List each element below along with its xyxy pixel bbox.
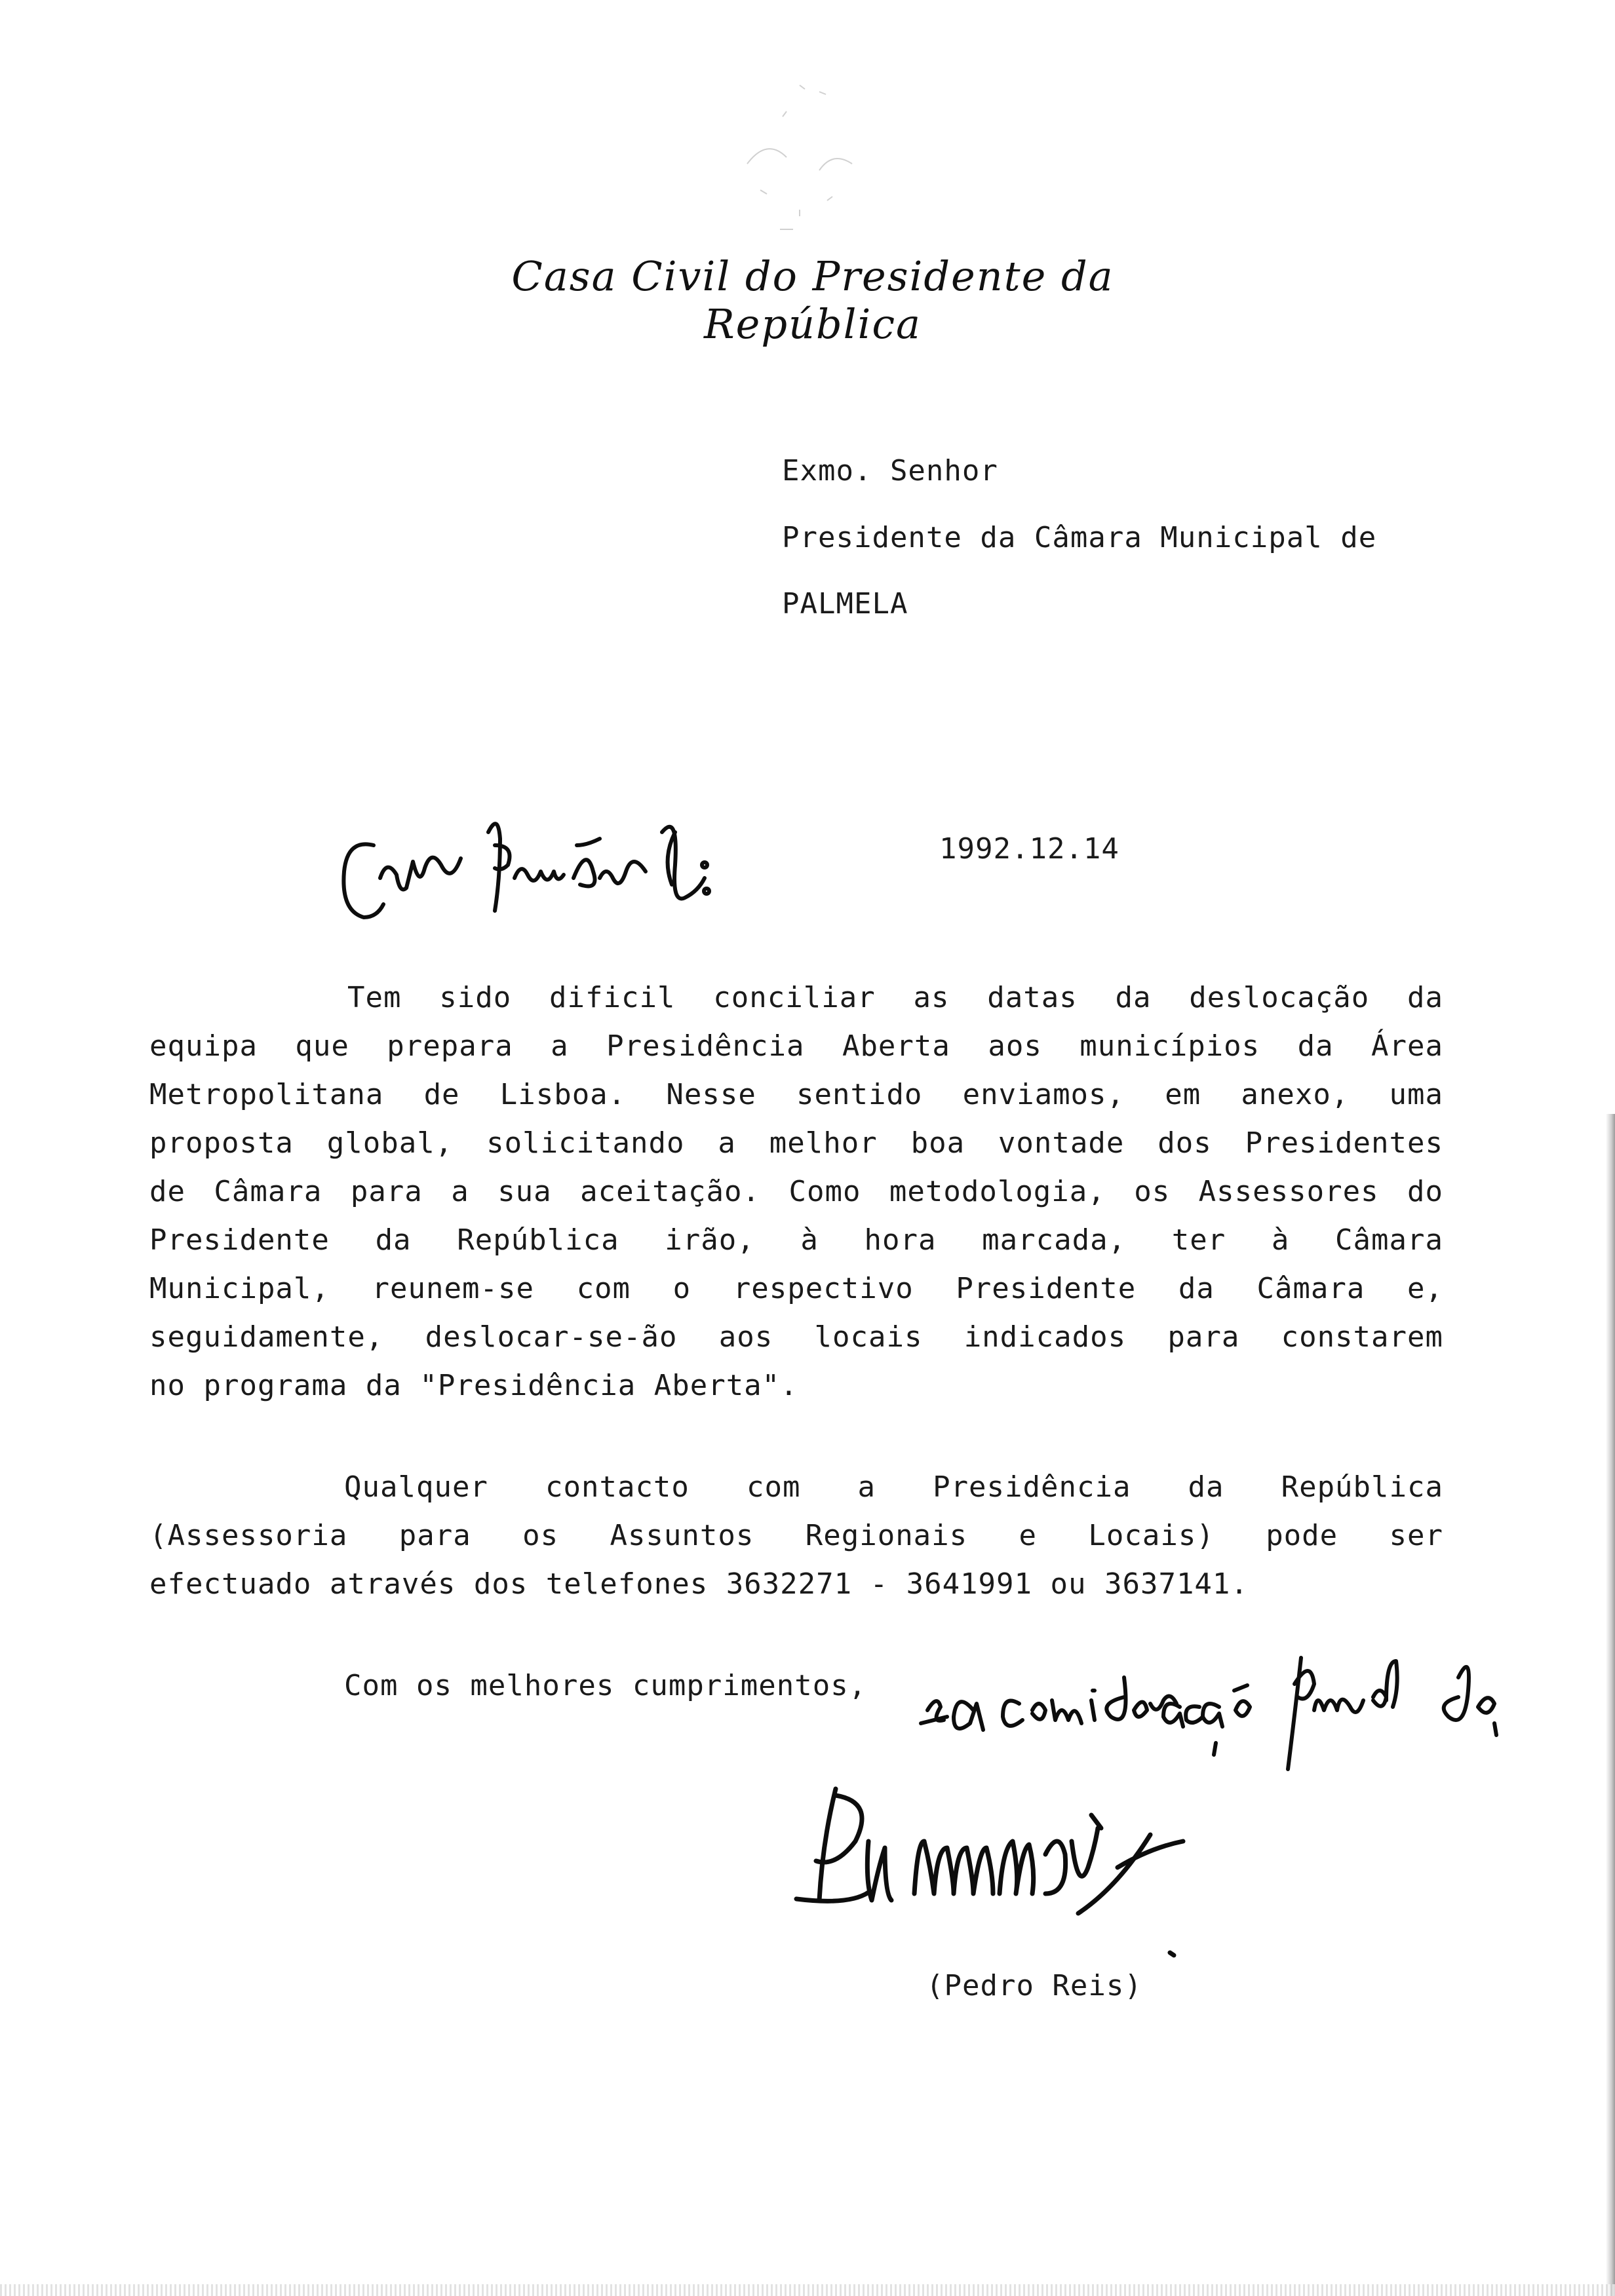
signatory-name: (Pedro Reis) xyxy=(926,1969,1142,2002)
recipient-office: Presidente da Câmara Municipal de xyxy=(782,521,1377,554)
letterhead: Casa Civil do Presidente da República xyxy=(511,252,1114,348)
letter-date: 1992.12.14 xyxy=(939,832,1119,866)
signature xyxy=(783,1769,1327,1966)
paragraph1-line: Tem sido dificil conciliar as datas da deslocação da xyxy=(347,981,1443,1014)
paragraph1-line: Municipal, reunem-se com o respectivo Presidente da Câmara e, xyxy=(149,1272,1443,1305)
paragraph2-line: efectuado através dos telefones 3632271 - 3641991 ou 3637141. xyxy=(149,1567,1249,1601)
paragraph1-line: de Câmara para a sua aceitação. Como metodologia, os Assessores do xyxy=(149,1175,1443,1208)
scan-edge-right xyxy=(1606,1114,1615,2296)
faint-emblem xyxy=(721,72,878,242)
recipient-title: Exmo. Senhor xyxy=(782,454,998,488)
closing-text: Com os melhores cumprimentos, xyxy=(344,1669,867,1702)
paragraph2-line: Qualquer contacto com a Presidência da República xyxy=(344,1470,1443,1504)
scan-edge-bottom xyxy=(0,2284,1615,2296)
paragraph2-line: (Assessoria para os Assuntos Regionais e Locais) pode ser xyxy=(149,1519,1443,1552)
paragraph1-line: seguidamente, deslocar-se-ão aos locais indicados para constarem xyxy=(149,1320,1443,1354)
paragraph1-line: Presidente da República irão, à hora marcada, ter à Câmara xyxy=(149,1223,1443,1257)
recipient-municipality: PALMELA xyxy=(782,587,908,621)
paragraph1-line: proposta global, solicitando a melhor boa vontade dos Presidentes xyxy=(149,1126,1443,1160)
paragraph1-line: equipa que prepara a Presidência Aberta aos municípios da Área xyxy=(149,1029,1443,1063)
handwritten-closing xyxy=(914,1638,1544,1776)
paragraph1-line: no programa da "Presidência Aberta". xyxy=(149,1369,798,1402)
paragraph1-line: Metropolitana de Lisboa. Nesse sentido enviamos, em anexo, uma xyxy=(149,1078,1443,1111)
handwritten-salutation xyxy=(328,806,787,937)
